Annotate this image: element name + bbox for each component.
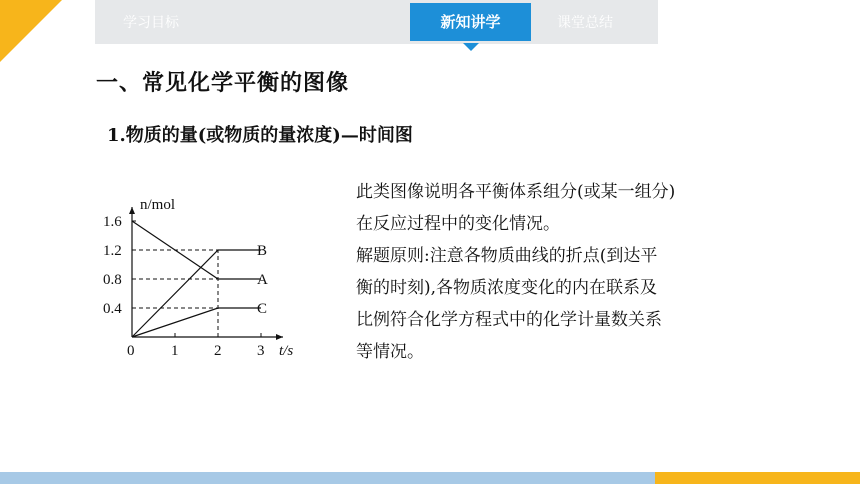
y-tick-label: 1.6 (103, 214, 122, 230)
subsection-title: 1.物质的量(或物质的量浓度)—时间图 (107, 125, 413, 146)
description-line: 衡的时刻),各物质浓度变化的内在联系及 (356, 278, 658, 298)
x-tick-label: 1 (171, 343, 179, 359)
series-line-b (132, 250, 261, 337)
description (356, 176, 776, 368)
x-tick-label: 0 (127, 343, 135, 359)
x-tick-label: 3 (257, 343, 265, 359)
y-tick-label: 0.8 (103, 272, 122, 288)
series-label-b: B (257, 243, 268, 259)
mol-time-chart (100, 192, 320, 366)
tab-learning-goals[interactable]: 学习目标 (123, 15, 179, 31)
series-label-a: A (257, 272, 268, 288)
description-line: 此类图像说明各平衡体系组分(或某一组分) (356, 182, 676, 202)
tab-new-knowledge[interactable]: 新知讲学 (407, 0, 534, 44)
description-line: 等情况。 (356, 342, 424, 362)
y-tick-label: 1.2 (103, 243, 122, 259)
y-axis-label: n/mol (140, 197, 176, 213)
tab-bar (95, 0, 658, 44)
section-title: 一、常见化学平衡的图像 (96, 71, 350, 96)
x-axis-arrow (276, 334, 283, 340)
x-tick-label: 2 (214, 343, 222, 359)
y-tick-label: 0.4 (103, 301, 122, 317)
series-label-c: C (257, 301, 268, 317)
corner-decoration (0, 0, 62, 62)
x-axis-label: t/s (279, 343, 294, 359)
description-line: 在反应过程中的变化情况。 (356, 214, 560, 234)
series-line-c (132, 308, 261, 337)
footer-accent-bar (655, 472, 860, 484)
tab-class-summary[interactable]: 课堂总结 (557, 15, 613, 31)
description-line: 比例符合化学方程式中的化学计量数关系 (356, 310, 662, 330)
description-line: 解题原则:注意各物质曲线的折点(到达平 (356, 246, 658, 266)
y-axis-arrow (129, 207, 135, 214)
